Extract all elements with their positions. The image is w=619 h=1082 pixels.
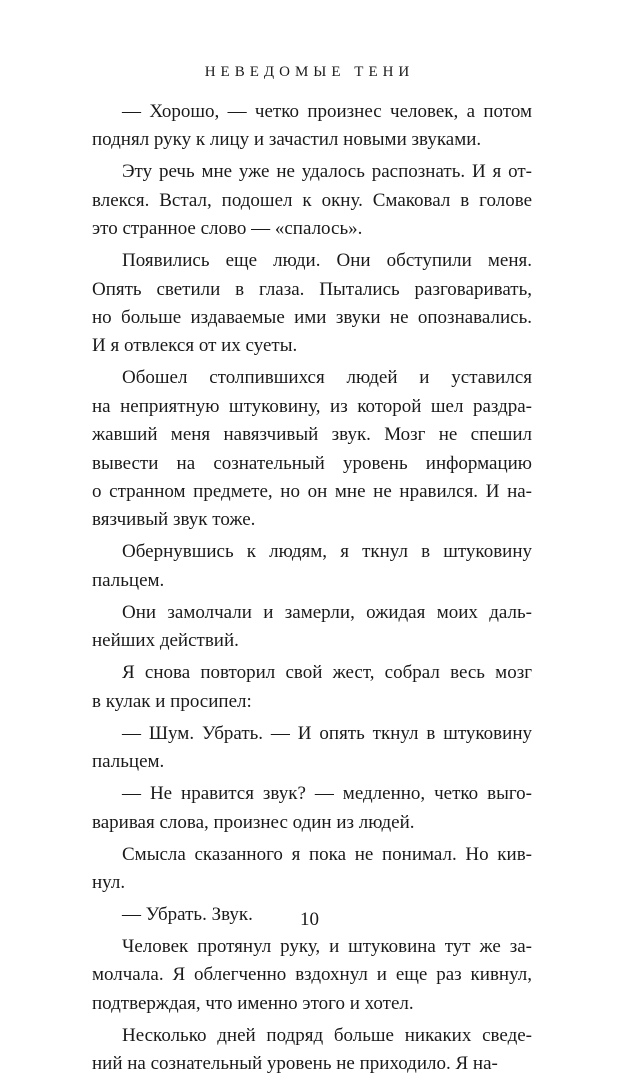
paragraph [92,98,532,155]
text-line: Обошел столпившихся людей и уставился [122,367,532,389]
paragraph [92,364,532,534]
text-line: Они замолчали и замерли, ожидая моих даль- [122,601,532,623]
page-number: 10 [300,909,319,930]
text-line: нейших действий. [92,630,239,652]
text-line: в кулак и просипел: [92,690,252,712]
paragraph [92,780,532,837]
text-line: Обернувшись к людям, я ткнул в штуковину [122,541,532,563]
text-line: Несколько дней подряд больше никаких сведе- [122,1024,532,1046]
text-line: поднял руку к лицу и зачастил новыми звуками. [92,129,482,151]
paragraph [92,933,532,1018]
text-line: Эту речь мне уже не удалось распознать. И я от- [122,161,532,183]
text-line: — Хорошо, — четко произнес человек, а потом [122,101,532,122]
text-line: — Убрать. Звук. [122,903,253,925]
body-text [92,98,532,1082]
text-line: Появились еще люди. Они обступили меня. [122,250,532,272]
paragraph [92,538,532,595]
text-line: жавший меня навязчивый звук. Мозг не спешил [92,424,532,446]
text-line: — Шум. Убрать. — И опять ткнул в штуковину [122,722,532,744]
paragraph [92,841,532,898]
text-line: пальцем. [92,569,165,591]
text-line: Смысла сказанного я пока не понимал. Но кив- [122,843,532,865]
text-line: молчала. Я облегченно вздохнул и еще раз кивнул, [92,964,532,986]
text-line: вязчивый звук тоже. [92,509,256,531]
paragraph [92,158,532,243]
paragraph [92,247,532,361]
running-title: НЕВЕДОМЫЕ ТЕНИ [204,64,415,80]
paragraph [92,659,532,716]
text-line: подтверждая, что именно этого и хотел. [92,992,414,1014]
text-line: пальцем. [92,751,165,773]
text-line: Я снова повторил свой жест, собрал весь мозг [122,662,532,684]
text-line: варивая слова, произнес один из людей. [92,811,415,833]
paragraph [92,599,532,656]
paragraph [92,720,532,777]
text-line: влекся. Встал, подошел к окну. Смаковал в голове [92,189,532,211]
text-line: нул. [92,871,126,893]
text-line: на неприятную штуковину, из которой шел раздра- [92,395,532,417]
text-line: но больше издаваемые ими звуки не опознавались. [92,307,532,329]
text-line: Опять светили в глаза. Пытались разговаривать, [92,278,532,300]
text-line: И я отвлекся от их суеты. [92,335,298,357]
paragraph [92,1022,532,1079]
text-line: вывести на сознательный уровень информацию [92,452,532,474]
text-line: это странное слово — «спалось». [92,218,363,240]
text-line: — Не нравится звук? — медленно, четко выго- [122,783,532,805]
text-line: ний на сознательный уровень не приходило. Я на- [92,1053,498,1075]
text-line: о странном предмете, но он мне не нравился. И на- [92,481,532,503]
text-line: Человек протянул руку, и штуковина тут же за- [122,935,532,957]
